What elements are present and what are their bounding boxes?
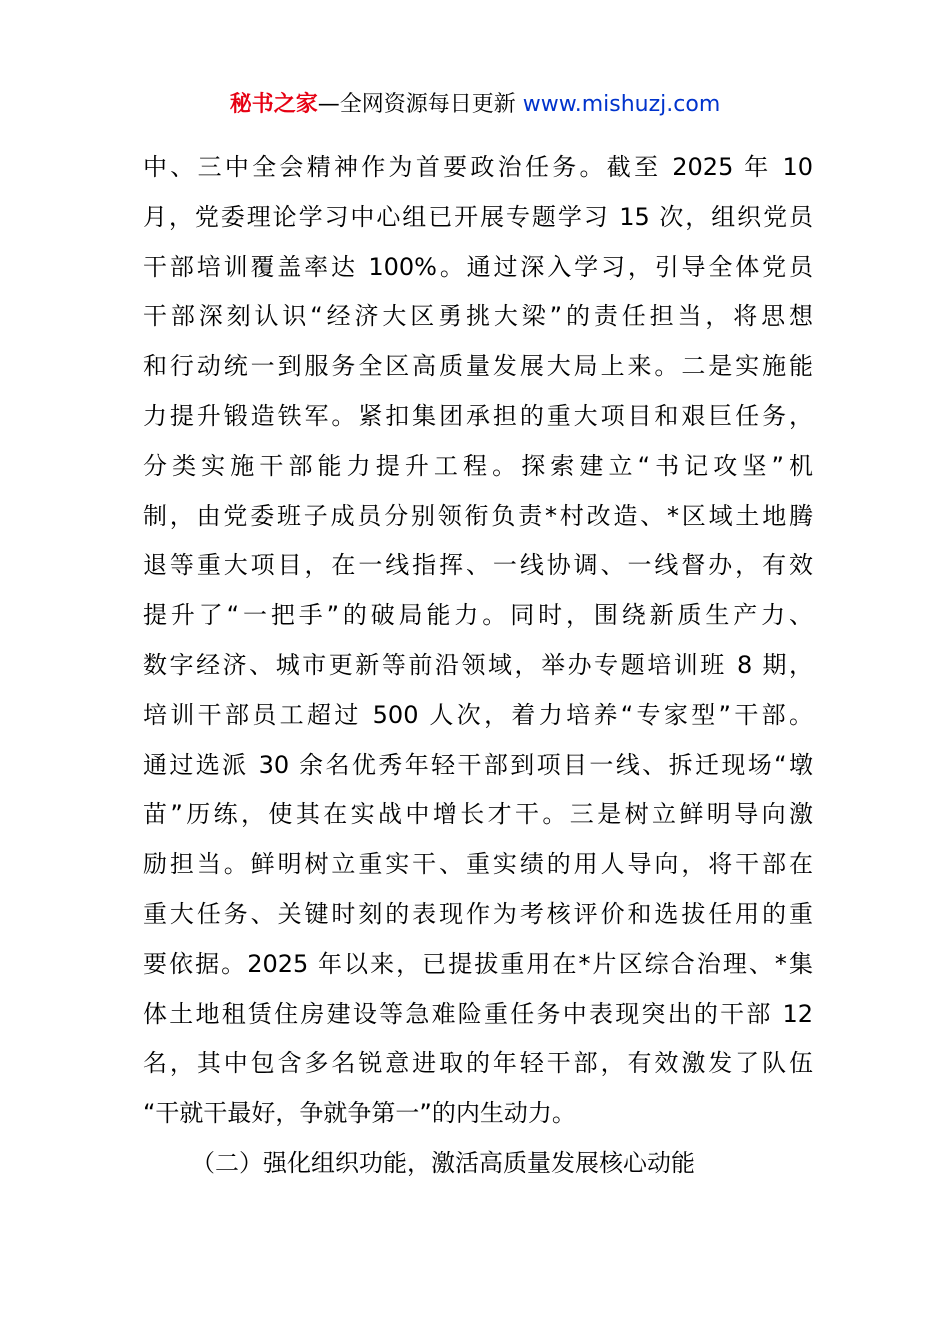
- paragraph-line: 通过选派 30 余名优秀年轻干部到项目一线、拆迁现场“墩: [143, 750, 813, 779]
- paragraph-line: 数字经济、城市更新等前沿领域，举办专题培训班 8 期，: [143, 650, 813, 679]
- paragraph-line: 苗”历练，使其在实战中增长才干。三是树立鲜明导向激: [143, 800, 813, 829]
- paragraph-line: 励担当。鲜明树立重实干、重实绩的用人导向，将干部在: [143, 850, 813, 879]
- site-url-link[interactable]: www.mishuzj.com: [522, 92, 721, 117]
- paragraph-line: 月，党委理论学习中心组已开展专题学习 15 次，组织党员: [143, 202, 813, 231]
- site-tagline: —全网资源每日更新: [317, 92, 516, 117]
- paragraph-line-last: “干就干最好，争就争第一”的内生动力。: [143, 1099, 576, 1128]
- paragraph-line: 体土地租赁住房建设等急难险重任务中表现突出的干部 12: [143, 999, 813, 1028]
- site-brand: 秘书之家: [229, 92, 318, 117]
- paragraph-line: 名，其中包含多名锐意进取的年轻干部，有效激发了队伍: [143, 1049, 813, 1078]
- paragraph-line: 退等重大项目，在一线指挥、一线协调、一线督办，有效: [143, 551, 813, 580]
- paragraph-line: 培训干部员工超过 500 人次，着力培养“专家型”干部。: [143, 700, 813, 729]
- section-heading: （二）强化组织功能，激活高质量发展核心动能: [191, 1149, 695, 1177]
- paragraph-line: 力提升锻造铁军。紧扣集团承担的重大项目和艰巨任务，: [143, 401, 813, 430]
- paragraph-line: 要依据。2025 年以来，已提拔重用在*片区综合治理、*集: [143, 949, 813, 978]
- paragraph-line: 制，由党委班子成员分别领衔负责*村改造、*区域土地腾: [143, 501, 813, 530]
- paragraph-line: 分类实施干部能力提升工程。探索建立“书记攻坚”机: [143, 451, 813, 480]
- paragraph-line: 和行动统一到服务全区高质量发展大局上来。二是实施能: [143, 352, 813, 381]
- site-header: [0, 88, 950, 122]
- paragraph-line: 提升了“一把手”的破局能力。同时，围绕新质生产力、: [143, 601, 813, 630]
- paragraph-line: 重大任务、关键时刻的表现作为考核评价和选拔任用的重: [143, 899, 813, 928]
- paragraph-line: 干部深刻认识“经济大区勇挑大梁”的责任担当，将思想: [143, 302, 813, 331]
- paragraph-line: 干部培训覆盖率达 100%。通过深入学习，引导全体党员: [143, 252, 813, 281]
- paragraph-line: 中、三中全会精神作为首要政治任务。截至 2025 年 10: [143, 153, 813, 181]
- document-body: [143, 143, 813, 1139]
